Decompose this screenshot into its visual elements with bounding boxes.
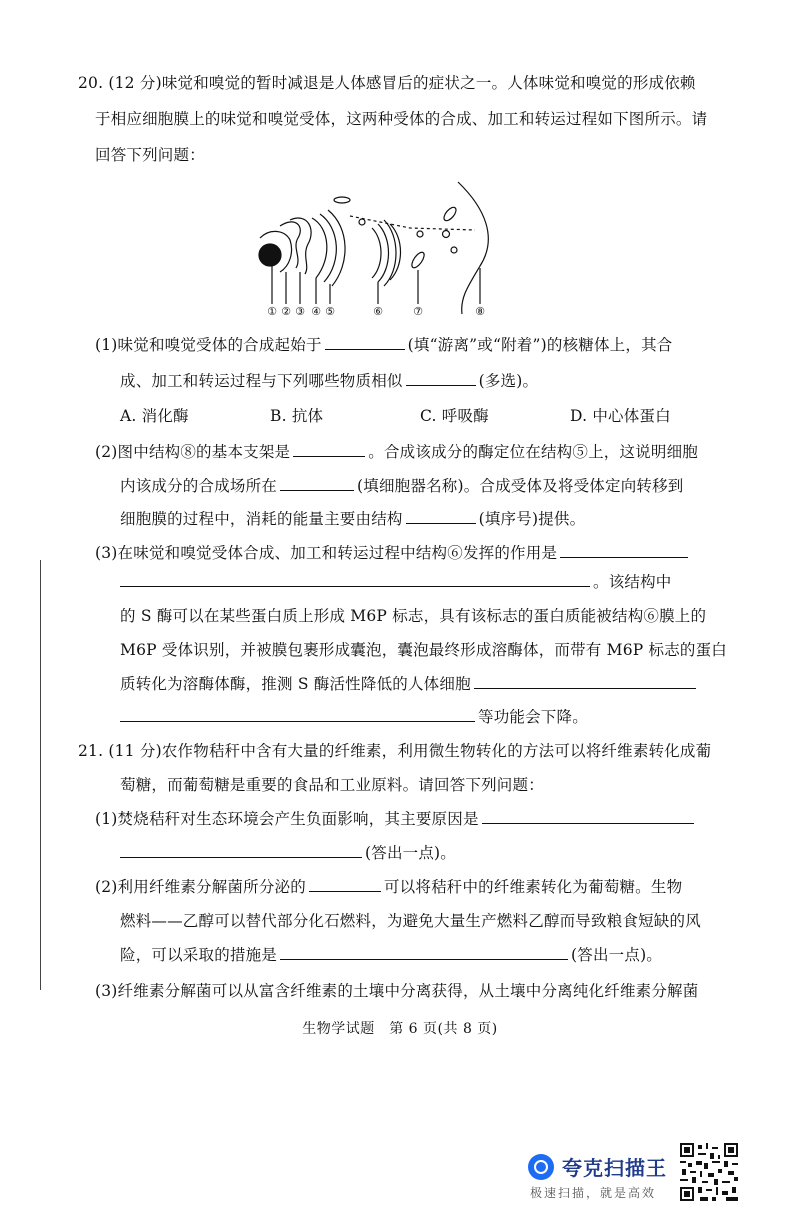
answer-blank[interactable]: [406, 508, 476, 524]
option-b[interactable]: B. 抗体: [270, 407, 324, 425]
margin-line: [40, 560, 41, 990]
option-c[interactable]: C. 呼吸酶: [420, 407, 489, 425]
answer-blank[interactable]: [309, 876, 381, 892]
q21-part3-line1: (3)纤维素分解菌可以从富含纤维素的土壤中分离获得，从土壤中分离纯化纤维素分解菌: [95, 982, 699, 1000]
answer-blank[interactable]: [120, 706, 475, 722]
q21-stem-line-1: 21. (11 分)农作物秸秆中含有大量的纤维素，利用微生物转化的方法可以将纤维素转化成葡: [78, 742, 712, 760]
q20-part3-line5: [120, 673, 699, 695]
q20-part2-line3: [120, 508, 585, 530]
option-d[interactable]: D. 中心体蛋白: [570, 407, 671, 425]
text: 险，可以采取的措施是: [120, 946, 278, 964]
label-7: ⑦: [413, 305, 423, 318]
cell-membrane: [458, 182, 488, 314]
q20-stem-line-1: 20. (12 分)味觉和嗅觉的暂时减退是人体感冒后的症状之一。人体味觉和嗅觉的形成依赖: [78, 74, 696, 92]
answer-blank[interactable]: [560, 542, 688, 558]
q21-part2-line1: [95, 876, 682, 898]
answer-blank[interactable]: [406, 370, 476, 386]
text: 细胞膜的过程中，消耗的能量主要由结构: [120, 510, 403, 528]
q20-part3-line1: [95, 542, 691, 564]
text: (填“游离”或“附着”)的核糖体上，其合: [407, 336, 673, 354]
text: (答出一点)。: [571, 946, 663, 964]
label-4: ④: [311, 305, 321, 318]
text: 成、加工和转运过程与下列哪些物质相似: [120, 372, 403, 390]
nucleus: [259, 244, 281, 266]
q20-stem-line-3: 回答下列问题：: [95, 146, 205, 164]
text: 等功能会下降。: [478, 708, 588, 726]
text: (3)在味觉和嗅觉受体合成、加工和转运过程中结构⑥发挥的作用是: [95, 544, 558, 562]
golgi: [372, 228, 381, 278]
option-a[interactable]: A. 消化酶: [120, 407, 189, 425]
brand-name: 夸克扫描王: [562, 1156, 667, 1180]
q20-part1-line1: [95, 334, 672, 356]
text: (答出一点)。: [365, 844, 456, 862]
label-3: ③: [295, 305, 305, 318]
label-2: ②: [281, 305, 291, 318]
answer-blank[interactable]: [120, 571, 590, 587]
q21-part2-line3: [120, 944, 662, 966]
answer-blank[interactable]: [120, 842, 362, 858]
answer-blank[interactable]: [325, 334, 405, 350]
label-1: ①: [267, 305, 277, 318]
q21-part2-line2: 燃料——乙醇可以替代部分化石燃料，为避免大量生产燃料乙醇而导致粮食短缺的风: [120, 912, 701, 930]
label-5: ⑤: [325, 305, 335, 318]
q20-part2-line1: [95, 441, 698, 463]
answer-blank[interactable]: [293, 441, 365, 457]
text: 内该成分的合成场所在: [120, 477, 278, 495]
transport-arrow: [350, 216, 475, 230]
rough-er: [280, 222, 300, 268]
answer-blank[interactable]: [482, 808, 694, 824]
text: 。合成该成分的酶定位在结构⑤上，这说明细胞: [368, 443, 698, 461]
answer-blank[interactable]: [474, 673, 696, 689]
q21-part1-line2: [120, 842, 456, 864]
quark-logo-icon: [528, 1154, 554, 1180]
brand-slogan: 极速扫描，就是高效: [530, 1186, 657, 1200]
q20-stem-line-2: 于相应细胞膜上的味觉和嗅觉受体，这两种受体的合成、加工和转运过程如下图所示。请: [95, 110, 708, 128]
text: 质转化为溶酶体酶，推测 S 酶活性降低的人体细胞: [120, 675, 471, 693]
q21-stem-line-2: 萄糖，而葡萄糖是重要的食品和工业原料。请回答下列问题：: [120, 776, 544, 794]
page-footer: 生物学试题 第 6 页(共 8 页): [302, 1021, 498, 1037]
q21-part1-line1: [95, 808, 697, 830]
text: (2)利用纤维素分解菌所分泌的: [95, 878, 306, 896]
q20-options: [120, 405, 671, 427]
q20-part2-line2: [120, 475, 684, 497]
qr-code-icon: [680, 1143, 738, 1201]
er-stack: [312, 218, 327, 278]
q20-part3-line4: M6P 受体识别，并被膜包裹形成囊泡，囊泡最终形成溶酶体，而带有 M6P 标志的蛋白: [120, 641, 728, 659]
text: (1)焚烧秸秆对生态环境会产生负面影响，其主要原因是: [95, 810, 479, 828]
answer-blank[interactable]: [280, 475, 354, 491]
scanner-watermark: [528, 1152, 678, 1202]
text: 。该结构中: [593, 573, 672, 591]
q20-part3-line3: 的 S 酶可以在某些蛋白质上形成 M6P 标志，具有该标志的蛋白质能被结构⑥膜上的: [120, 607, 707, 625]
text: (填序号)提供。: [478, 510, 586, 528]
answer-blank[interactable]: [280, 944, 568, 960]
text: (填细胞器名称)。合成受体及将受体定向转移到: [357, 477, 684, 495]
label-6: ⑥: [373, 305, 383, 318]
mitochondrion: [442, 205, 458, 222]
q20-part3-line2: [120, 571, 672, 593]
cell-structure-diagram: [250, 178, 550, 320]
text: (1)味觉和嗅觉受体的合成起始于: [95, 336, 322, 354]
text: (2)图中结构⑧的基本支架是: [95, 443, 291, 461]
q20-part3-line6: [120, 706, 588, 728]
q20-part1-line2: [120, 370, 538, 392]
text: 可以将秸秆中的纤维素转化为葡萄糖。生物: [383, 878, 683, 896]
label-8: ⑧: [475, 305, 485, 318]
text: (多选)。: [478, 372, 539, 390]
